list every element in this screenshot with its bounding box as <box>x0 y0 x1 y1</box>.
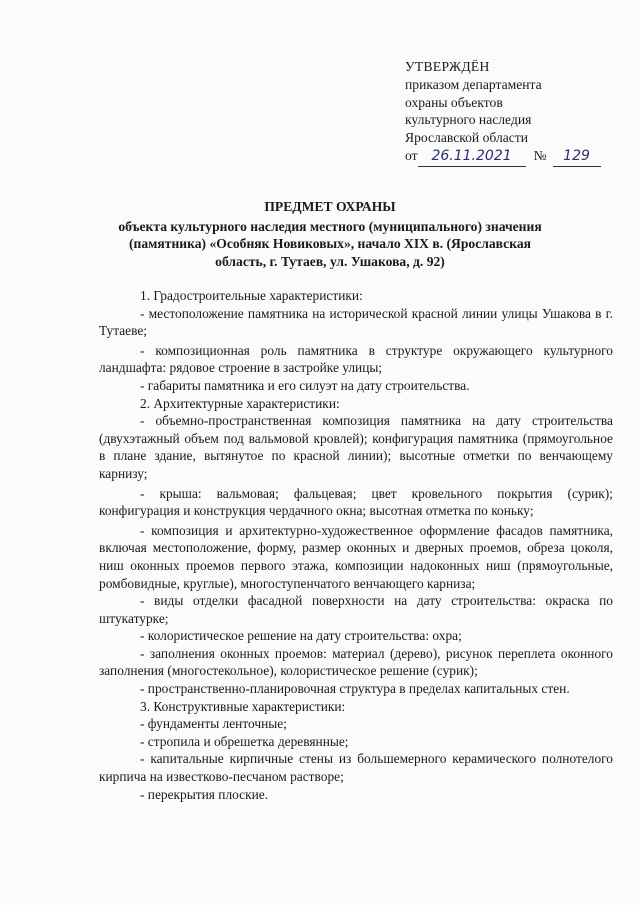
approval-line: культурного наследия <box>405 112 532 128</box>
document-title <box>60 198 600 270</box>
list-item: - пространственно-планировочная структура в пределах капитальных стен. <box>140 681 570 697</box>
section-heading: 2. Архитектурные характеристики: <box>140 395 340 411</box>
list-item: - фундаменты ленточные; <box>140 716 287 732</box>
list-item: - виды отделки фасадной поверхности на дату строительства: окраска по штукатурке; <box>99 593 613 626</box>
title-line: область, г. Тутаев, ул. Ушакова, д. 92) <box>215 253 445 269</box>
title-heading: ПРЕДМЕТ ОХРАНЫ <box>264 199 396 214</box>
list-item: - перекрытия плоские. <box>140 786 269 802</box>
list-item: - объемно-пространственная композиция памятника на дату строительства (двухэтажный объем под вальмовой кровлей); конфигурация памятника (прямоугольное в плане здание, вытянутое по красной линии); высотные отметки по венчающему карнизу; <box>99 413 613 481</box>
list-item: - капитальные кирпичные стены из большемерного керамического полнотелого кирпича на известково-песчаном растворе; <box>99 751 613 785</box>
handwritten-number: 129 <box>553 148 601 167</box>
from-prefix: от <box>405 147 418 163</box>
title-line: объекта культурного наследия местного (муниципального) значения <box>118 218 542 234</box>
approval-line: охраны объектов <box>405 94 503 110</box>
approval-stamp <box>405 58 615 167</box>
approval-line: приказом департамента <box>405 76 542 92</box>
approval-date-number-line <box>405 147 615 167</box>
document-body <box>99 287 613 803</box>
section-heading: 3. Конструктивные характеристики: <box>140 698 346 714</box>
title-line: (памятника) «Особняк Новиковых», начало XIX в. (Ярославская <box>129 236 531 252</box>
list-item: - стропила и обрешетка деревянные; <box>140 733 349 749</box>
list-item: - крыша: вальмовая; фальцевая; цвет кровельного покрытия (сурик); конфигурация и конструкция чердачного окна; высотная отметка по коньку; <box>99 485 613 519</box>
approval-heading: УТВЕРЖДЁН <box>405 59 490 74</box>
list-item: - композиционная роль памятника в структуре окружающего культурного ландшафта: рядовое строение в застройке улицы; <box>99 342 613 376</box>
list-item: - колористическое решение на дату строительства: охра; <box>140 628 462 644</box>
list-item: - габариты памятника и его силуэт на дату строительства. <box>140 377 470 393</box>
list-item: - заполнения оконных проемов: материал (дерево), рисунок переплета оконного заполнения (многостекольное), колористическое решение (сурик); <box>99 645 613 679</box>
list-item: - местоположение памятника на исторической красной линии улицы Ушакова в г. Тутаеве; <box>99 305 613 339</box>
number-sign: № <box>533 147 547 163</box>
list-item: - композиция и архитектурно-художественное оформление фасадов памятника, включая местоположение, форму, размер оконных и дверных проемов, обреза цоколя, ниш оконных проемов первого этажа, композиции надоконных ниш (прямоугольные, ромбовидные, круглые), многоступенчатого венчающего карниза; <box>99 522 613 591</box>
section-heading: 1. Градостроительные характеристики: <box>140 288 363 303</box>
handwritten-date: 26.11.2021 <box>418 148 526 167</box>
approval-line: Ярославской области <box>405 130 529 146</box>
